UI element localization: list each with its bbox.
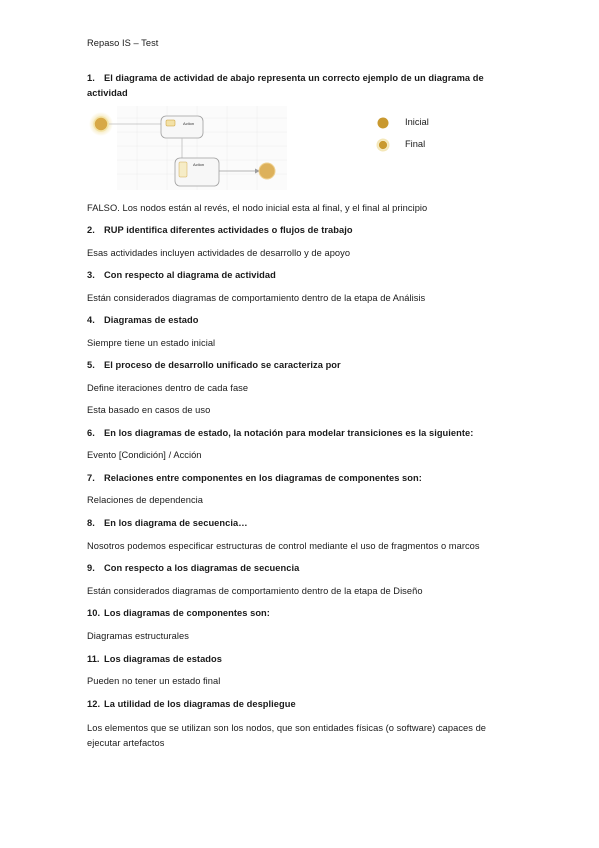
question-10	[87, 608, 270, 618]
question-11	[87, 654, 222, 664]
answer-5b: Esta basado en casos de uso	[87, 405, 211, 415]
legend-final-dot	[376, 138, 390, 152]
question-3	[87, 270, 276, 280]
question-number: 2.	[87, 225, 95, 235]
question-6	[87, 428, 473, 438]
answer-10: Diagramas estructurales	[87, 631, 189, 641]
answer-7: Relaciones de dependencia	[87, 495, 203, 505]
document-header: Repaso IS – Test	[87, 38, 159, 48]
legend-initial-label: Inicial	[405, 117, 429, 127]
answer-6: Evento [Condición] / Acción	[87, 450, 202, 460]
question-text: El diagrama de actividad de abajo representa un correcto ejemplo de un diagrama de actividad	[87, 73, 484, 98]
answer-1: FALSO. Los nodos están al revés, el nodo inicial esta al final, y el final al principio	[87, 203, 428, 213]
answer-8: Nosotros podemos especificar estructuras de control mediante el uso de fragmentos o marcos	[87, 541, 480, 551]
answer-11: Pueden no tener un estado final	[87, 676, 221, 686]
question-number: 11.	[87, 654, 100, 664]
question-text: Relaciones entre componentes en los diagramas de componentes son:	[104, 473, 422, 483]
question-number: 5.	[87, 360, 95, 370]
question-number: 1.	[87, 73, 95, 83]
legend-initial-dot	[377, 117, 389, 129]
question-number: 6.	[87, 428, 95, 438]
question-number: 9.	[87, 563, 95, 573]
question-12	[87, 699, 296, 709]
question-text: En los diagrama de secuencia…	[104, 518, 248, 528]
question-number: 10.	[87, 608, 101, 618]
question-9	[87, 563, 299, 573]
answer-4: Siempre tiene un estado inicial	[87, 338, 216, 348]
question-2	[87, 225, 353, 235]
question-text: Con respecto a los diagramas de secuencia	[104, 563, 300, 573]
question-text: En los diagramas de estado, la notación para modelar transiciones es la siguiente:	[104, 428, 474, 438]
activity-diagram-svg	[87, 104, 287, 190]
question-text: La utilidad de los diagramas de despliegue	[104, 699, 296, 709]
initial-node	[259, 163, 275, 179]
answer-2: Esas actividades incluyen actividades de desarrollo y de apoyo	[87, 248, 351, 258]
answer-12: Los elementos que se utilizan son los nodos, que son entidades físicas (o software) capaces de ejecutar artefactos	[87, 723, 487, 748]
question-text: Los diagramas de estados	[104, 654, 222, 664]
activity-diagram-image	[87, 104, 287, 190]
question-number: 8.	[87, 518, 95, 528]
question-number: 3.	[87, 270, 95, 280]
answer-9: Están considerados diagramas de comportamiento dentro de la etapa de Diseño	[87, 586, 423, 596]
question-text: RUP identifica diferentes actividades o flujos de trabajo	[104, 225, 353, 235]
answer-5a: Define iteraciones dentro de cada fase	[87, 383, 249, 393]
legend-final-label: Final	[405, 139, 426, 149]
question-text: Diagramas de estado	[104, 315, 199, 325]
question-1	[87, 71, 512, 101]
question-4	[87, 315, 198, 325]
action-node-1	[161, 116, 203, 138]
question-text: Los diagramas de componentes son:	[104, 608, 270, 618]
question-number: 12.	[87, 699, 101, 709]
answer-3: Están considerados diagramas de comportamiento dentro de la etapa de Análisis	[87, 293, 426, 303]
question-8	[87, 518, 248, 528]
question-number: 4.	[87, 315, 95, 325]
action-1-label: Action	[183, 121, 195, 126]
question-number: 7.	[87, 473, 95, 483]
question-7	[87, 473, 422, 483]
question-5	[87, 360, 341, 370]
final-node	[94, 117, 108, 131]
question-text: Con respecto al diagrama de actividad	[104, 270, 276, 280]
question-text: El proceso de desarrollo unificado se caracteriza por	[104, 360, 341, 370]
action-2-label: Action	[193, 162, 205, 167]
